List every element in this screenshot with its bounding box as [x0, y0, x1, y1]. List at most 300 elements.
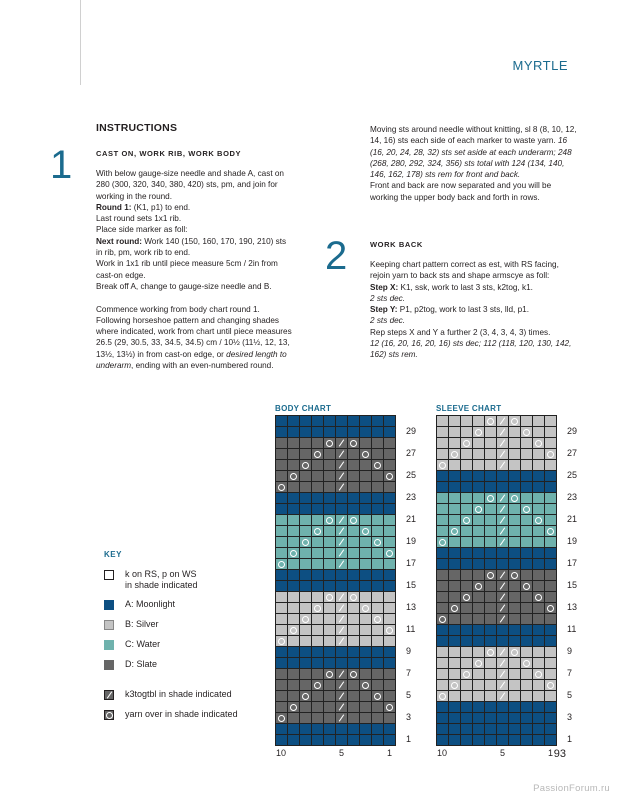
chart-cell	[276, 658, 287, 668]
chart-cell	[521, 438, 532, 448]
yarn-over-symbol	[362, 682, 369, 689]
yarn-over-symbol	[511, 649, 518, 656]
chart-column-number: 10	[437, 748, 448, 758]
chart-cell	[336, 471, 347, 481]
chart-cell	[509, 438, 520, 448]
chart-cell	[312, 647, 323, 657]
chart-cell	[485, 526, 496, 536]
yarn-over-symbol	[314, 605, 321, 612]
chart-row-number: 19	[567, 536, 578, 546]
chart-cell	[324, 603, 335, 613]
step-y-line	[370, 304, 578, 315]
chart-cell	[521, 713, 532, 723]
chart-cell	[324, 724, 335, 734]
k3togtbl-symbol	[500, 593, 505, 600]
chart-cell	[497, 713, 508, 723]
k3togtbl-symbol	[500, 648, 505, 655]
chart-cell	[324, 636, 335, 646]
yarn-over-symbol	[439, 693, 446, 700]
k3togtbl-symbol	[339, 560, 344, 567]
chart-cell	[336, 691, 347, 701]
yarn-over-symbol	[290, 473, 297, 480]
yarn-over-symbol	[535, 671, 542, 678]
chart-cell	[449, 493, 460, 503]
yarn-over-symbol	[350, 594, 357, 601]
chart-cell	[288, 471, 299, 481]
k3togtbl-icon	[104, 690, 114, 700]
chart-cell	[461, 570, 472, 580]
chart-cell	[545, 438, 556, 448]
chart-cell	[336, 427, 347, 437]
pattern-title: MYRTLE	[512, 58, 568, 73]
yarn-over-symbol	[386, 473, 393, 480]
chart-cell	[473, 625, 484, 635]
k3togtbl-symbol	[339, 461, 344, 468]
yarn-over-symbol	[350, 517, 357, 524]
chart-cell	[533, 548, 544, 558]
chart-row-number: 9	[567, 646, 573, 656]
chart-row-number: 11	[567, 624, 577, 634]
chart-cell	[324, 504, 335, 514]
chart-cell	[312, 493, 323, 503]
chart-cell	[509, 669, 520, 679]
chart-cell	[521, 482, 532, 492]
chart-cell	[300, 460, 311, 470]
chart-cell	[336, 680, 347, 690]
chart-cell	[449, 724, 460, 734]
chart-cell	[545, 724, 556, 734]
chart-cell	[521, 658, 532, 668]
chart-cell	[497, 592, 508, 602]
chart-cell	[300, 482, 311, 492]
chart-cell	[449, 471, 460, 481]
chart-cell	[324, 691, 335, 701]
chart-cell	[324, 482, 335, 492]
key-label-yarn-over: yarn over in shade indicated	[125, 709, 238, 719]
chart-cell	[545, 504, 556, 514]
chart-cell	[288, 603, 299, 613]
chart-cell	[485, 713, 496, 723]
k3togtbl-symbol	[339, 670, 344, 677]
chart-cell	[336, 526, 347, 536]
k3togtbl-symbol	[500, 692, 505, 699]
chart-cell	[545, 680, 556, 690]
chart-cell	[312, 614, 323, 624]
round1-line	[96, 202, 294, 213]
chart-cell	[509, 603, 520, 613]
chart-cell	[276, 570, 287, 580]
chart-cell	[533, 658, 544, 668]
chart-cell	[360, 669, 371, 679]
chart-cell	[437, 537, 448, 547]
k3togtbl-symbol	[339, 703, 344, 710]
chart-cell	[437, 493, 448, 503]
chart-cell	[324, 449, 335, 459]
chart-cell	[497, 416, 508, 426]
section2-body	[370, 259, 578, 361]
chart-cell	[497, 482, 508, 492]
chart-cell	[360, 537, 371, 547]
yarn-over-symbol	[439, 616, 446, 623]
chart-cell	[497, 526, 508, 536]
chart-cell	[437, 581, 448, 591]
k3togtbl-symbol	[339, 593, 344, 600]
k3togtbl-symbol	[500, 439, 505, 446]
chart-cell	[521, 724, 532, 734]
chart-cell	[312, 559, 323, 569]
section1-paragraph: With below gauge-size needle and shade A, cast on 280 (300, 320, 340, 380, 420) sts, pm, and join for working in the round.	[96, 169, 284, 201]
chart-cell	[521, 647, 532, 657]
chart-cell	[360, 548, 371, 558]
chart-cell	[497, 581, 508, 591]
chart-cell	[449, 570, 460, 580]
chart-cell	[336, 592, 347, 602]
chart-cell	[509, 680, 520, 690]
chart-cell	[449, 625, 460, 635]
yarn-over-symbol	[451, 682, 458, 689]
chart-cell	[384, 592, 395, 602]
chart-cell	[288, 482, 299, 492]
chart-cell	[336, 493, 347, 503]
chart-cell	[336, 636, 347, 646]
chart-cell	[485, 735, 496, 745]
chart-cell	[533, 515, 544, 525]
chart-cell	[276, 636, 287, 646]
chart-cell	[348, 449, 359, 459]
chart-cell	[348, 713, 359, 723]
yarn-over-symbol	[350, 671, 357, 678]
chart-cell	[437, 548, 448, 558]
chart-cell	[473, 724, 484, 734]
yarn-over-symbol	[547, 605, 554, 612]
chart-cell	[449, 460, 460, 470]
chart-cell	[372, 416, 383, 426]
chart-cell	[384, 735, 395, 745]
chart-cell	[348, 581, 359, 591]
chart-cell	[360, 647, 371, 657]
chart-cell	[473, 614, 484, 624]
chart-cell	[449, 482, 460, 492]
chart-cell	[521, 449, 532, 459]
chart-row-number: 25	[406, 470, 417, 480]
chart-row-number: 5	[406, 690, 412, 700]
chart-cell	[348, 493, 359, 503]
chart-cell	[449, 680, 460, 690]
chart-cell	[437, 669, 448, 679]
chart-cell	[497, 504, 508, 514]
chart-cell	[449, 614, 460, 624]
chart-instructions-end: , ending with an even-numbered round.	[131, 361, 274, 371]
k3togtbl-symbol	[500, 615, 505, 622]
chart-cell	[485, 515, 496, 525]
chart-cell	[372, 515, 383, 525]
chart-cell	[521, 691, 532, 701]
chart-cell	[449, 559, 460, 569]
chart-cell	[288, 669, 299, 679]
chart-cell	[509, 460, 520, 470]
yarn-over-symbol	[374, 616, 381, 623]
chart-cell	[360, 603, 371, 613]
chart-cell	[521, 515, 532, 525]
chart-cell	[509, 482, 520, 492]
chart-cell	[533, 680, 544, 690]
chart-cell	[372, 625, 383, 635]
chart-cell	[324, 493, 335, 503]
chart-cell	[533, 581, 544, 591]
chart-cell	[521, 592, 532, 602]
chart-cell	[312, 625, 323, 635]
chart-cell	[348, 603, 359, 613]
chart-cell	[288, 416, 299, 426]
chart-cell	[360, 625, 371, 635]
chart-cell	[473, 460, 484, 470]
chart-cell	[473, 504, 484, 514]
chart-cell	[461, 460, 472, 470]
yarn-over-symbol	[374, 462, 381, 469]
sleeve-chart-title: SLEEVE CHART	[436, 404, 502, 413]
chart-row-number: 21	[567, 514, 578, 524]
chart-cell	[497, 427, 508, 437]
chart-cell	[348, 427, 359, 437]
chart-cell	[533, 691, 544, 701]
chart-cell	[348, 680, 359, 690]
chart-cell	[509, 537, 520, 547]
chart-column-number: 10	[276, 748, 287, 758]
body-chart-title: BODY CHART	[275, 404, 332, 413]
chart-cell	[300, 691, 311, 701]
chart-cell	[437, 702, 448, 712]
chart-cell	[509, 691, 520, 701]
chart-cell	[312, 570, 323, 580]
chart-row-number: 29	[406, 426, 417, 436]
yarn-over-symbol	[374, 539, 381, 546]
chart-cell	[437, 570, 448, 580]
chart-cell	[288, 449, 299, 459]
chart-cell	[336, 438, 347, 448]
chart-cell	[497, 669, 508, 679]
yarn-over-symbol	[439, 539, 446, 546]
chart-cell	[312, 471, 323, 481]
chart-instructions-italic: desired length to underarm	[96, 349, 287, 371]
chart-cell	[509, 647, 520, 657]
chart-cell	[312, 592, 323, 602]
chart-cell	[360, 581, 371, 591]
chart-cell	[521, 570, 532, 580]
chart-cell	[372, 735, 383, 745]
chart-cell	[348, 570, 359, 580]
chart-cell	[348, 482, 359, 492]
section1-heading: CAST ON, WORK RIB, WORK BODY	[96, 149, 242, 158]
chart-cell	[545, 570, 556, 580]
yarn-over-symbol	[523, 660, 530, 667]
chart-cell	[324, 713, 335, 723]
yarn-over-icon	[104, 710, 114, 720]
chart-cell	[437, 636, 448, 646]
chart-cell	[372, 504, 383, 514]
chart-cell	[437, 416, 448, 426]
chart-cell	[276, 625, 287, 635]
chart-cell	[473, 482, 484, 492]
chart-cell	[288, 493, 299, 503]
chart-cell	[384, 669, 395, 679]
chart-cell	[360, 416, 371, 426]
chart-cell	[461, 537, 472, 547]
chart-cell	[509, 493, 520, 503]
chart-cell	[461, 504, 472, 514]
k3togtbl-symbol	[500, 516, 505, 523]
yarn-over-symbol	[290, 627, 297, 634]
chart-cell	[485, 471, 496, 481]
chart-cell	[372, 658, 383, 668]
key-swatch-knit	[104, 570, 114, 580]
chart-cell	[509, 636, 520, 646]
next-round-text: Work 140 (150, 160, 170, 190, 210) sts in rib, pm, work rib to end.	[96, 236, 287, 258]
chart-cell	[521, 636, 532, 646]
chart-cell	[449, 504, 460, 514]
chart-cell	[449, 438, 460, 448]
chart-cell	[521, 669, 532, 679]
chart-cell	[461, 658, 472, 668]
chart-cell	[384, 625, 395, 635]
yarn-over-symbol	[535, 517, 542, 524]
chart-cell	[324, 592, 335, 602]
chart-cell	[288, 548, 299, 558]
chart-cell	[300, 724, 311, 734]
yarn-over-symbol	[463, 671, 470, 678]
chart-cell	[300, 548, 311, 558]
chart-cell	[461, 680, 472, 690]
chart-cell	[545, 526, 556, 536]
chart-cell	[533, 482, 544, 492]
chart-cell	[372, 724, 383, 734]
chart-cell	[461, 438, 472, 448]
top-left-rule	[80, 0, 81, 85]
chart-cell	[360, 482, 371, 492]
chart-cell	[300, 625, 311, 635]
chart-cell	[336, 603, 347, 613]
chart-cell	[533, 493, 544, 503]
chart-cell	[288, 570, 299, 580]
chart-row-number: 13	[567, 602, 578, 612]
chart-cell	[288, 427, 299, 437]
chart-cell	[312, 537, 323, 547]
chart-cell	[485, 581, 496, 591]
chart-cell	[324, 680, 335, 690]
k3togtbl-symbol	[339, 472, 344, 479]
chart-cell	[521, 680, 532, 690]
chart-cell	[348, 559, 359, 569]
chart-cell	[276, 614, 287, 624]
chart-cell	[384, 482, 395, 492]
chart-cell	[545, 515, 556, 525]
chart-cell	[461, 724, 472, 734]
watermark: PassionForum.ru	[533, 783, 610, 794]
chart-cell	[372, 581, 383, 591]
chart-cell	[312, 658, 323, 668]
chart-cell	[545, 537, 556, 547]
chart-cell	[533, 625, 544, 635]
chart-row-number: 29	[567, 426, 578, 436]
chart-cell	[372, 482, 383, 492]
chart-cell	[312, 515, 323, 525]
chart-cell	[360, 735, 371, 745]
chart-cell	[276, 735, 287, 745]
section2-note	[370, 338, 578, 361]
chart-cell	[360, 559, 371, 569]
chart-cell	[372, 460, 383, 470]
chart-cell	[521, 603, 532, 613]
chart-cell	[461, 702, 472, 712]
chart-cell	[449, 515, 460, 525]
chart-cell	[288, 592, 299, 602]
chart-cell	[300, 592, 311, 602]
k3togtbl-symbol	[339, 692, 344, 699]
chart-cell	[545, 592, 556, 602]
chart-row-number: 15	[406, 580, 417, 590]
chart-cell	[372, 603, 383, 613]
chart-cell	[384, 460, 395, 470]
chart-cell	[461, 559, 472, 569]
yarn-over-symbol	[362, 451, 369, 458]
section1-continued	[370, 124, 578, 203]
chart-cell	[461, 614, 472, 624]
chart-cell	[360, 526, 371, 536]
chart-cell	[360, 702, 371, 712]
key-label-water: C: Water	[125, 639, 161, 649]
chart-cell	[300, 669, 311, 679]
chart-cell	[449, 669, 460, 679]
chart-cell	[485, 614, 496, 624]
chart-cell	[372, 636, 383, 646]
yarn-over-symbol	[535, 440, 542, 447]
chart-cell	[437, 680, 448, 690]
chart-cell	[384, 504, 395, 514]
chart-cell	[336, 658, 347, 668]
chart-cell	[372, 559, 383, 569]
chart-cell	[300, 603, 311, 613]
chart-cell	[300, 471, 311, 481]
chart-cell	[360, 592, 371, 602]
chart-cell	[300, 427, 311, 437]
round1-label: Round 1:	[96, 202, 132, 212]
chart-cell	[324, 647, 335, 657]
chart-cell	[300, 658, 311, 668]
chart-cell	[360, 658, 371, 668]
key-swatch-water	[104, 640, 114, 650]
yarn-over-symbol	[386, 704, 393, 711]
yarn-over-symbol	[362, 528, 369, 535]
chart-cell	[497, 735, 508, 745]
chart-cell	[449, 658, 460, 668]
chart-cell	[324, 702, 335, 712]
step-x-line	[370, 282, 578, 293]
chart-cell	[509, 471, 520, 481]
chart-cell	[521, 471, 532, 481]
chart-row-number: 11	[406, 624, 416, 634]
waste-yarn-text: Moving sts around needle without knitting, sl 8 (8, 10, 12, 14, 16) sts each side of each marker to waste yarn.	[370, 125, 577, 146]
yarn-over-symbol	[278, 561, 285, 568]
chart-cell	[497, 724, 508, 734]
chart-cell	[509, 625, 520, 635]
chart-cell	[473, 658, 484, 668]
section1-paragraph	[96, 304, 294, 372]
chart-cell	[276, 647, 287, 657]
chart-row-number: 17	[567, 558, 578, 568]
yarn-over-symbol	[326, 594, 333, 601]
chart-cell	[485, 625, 496, 635]
section1-paragraph: Last round sets 1x1 rib.	[96, 214, 182, 224]
chart-cell	[300, 438, 311, 448]
